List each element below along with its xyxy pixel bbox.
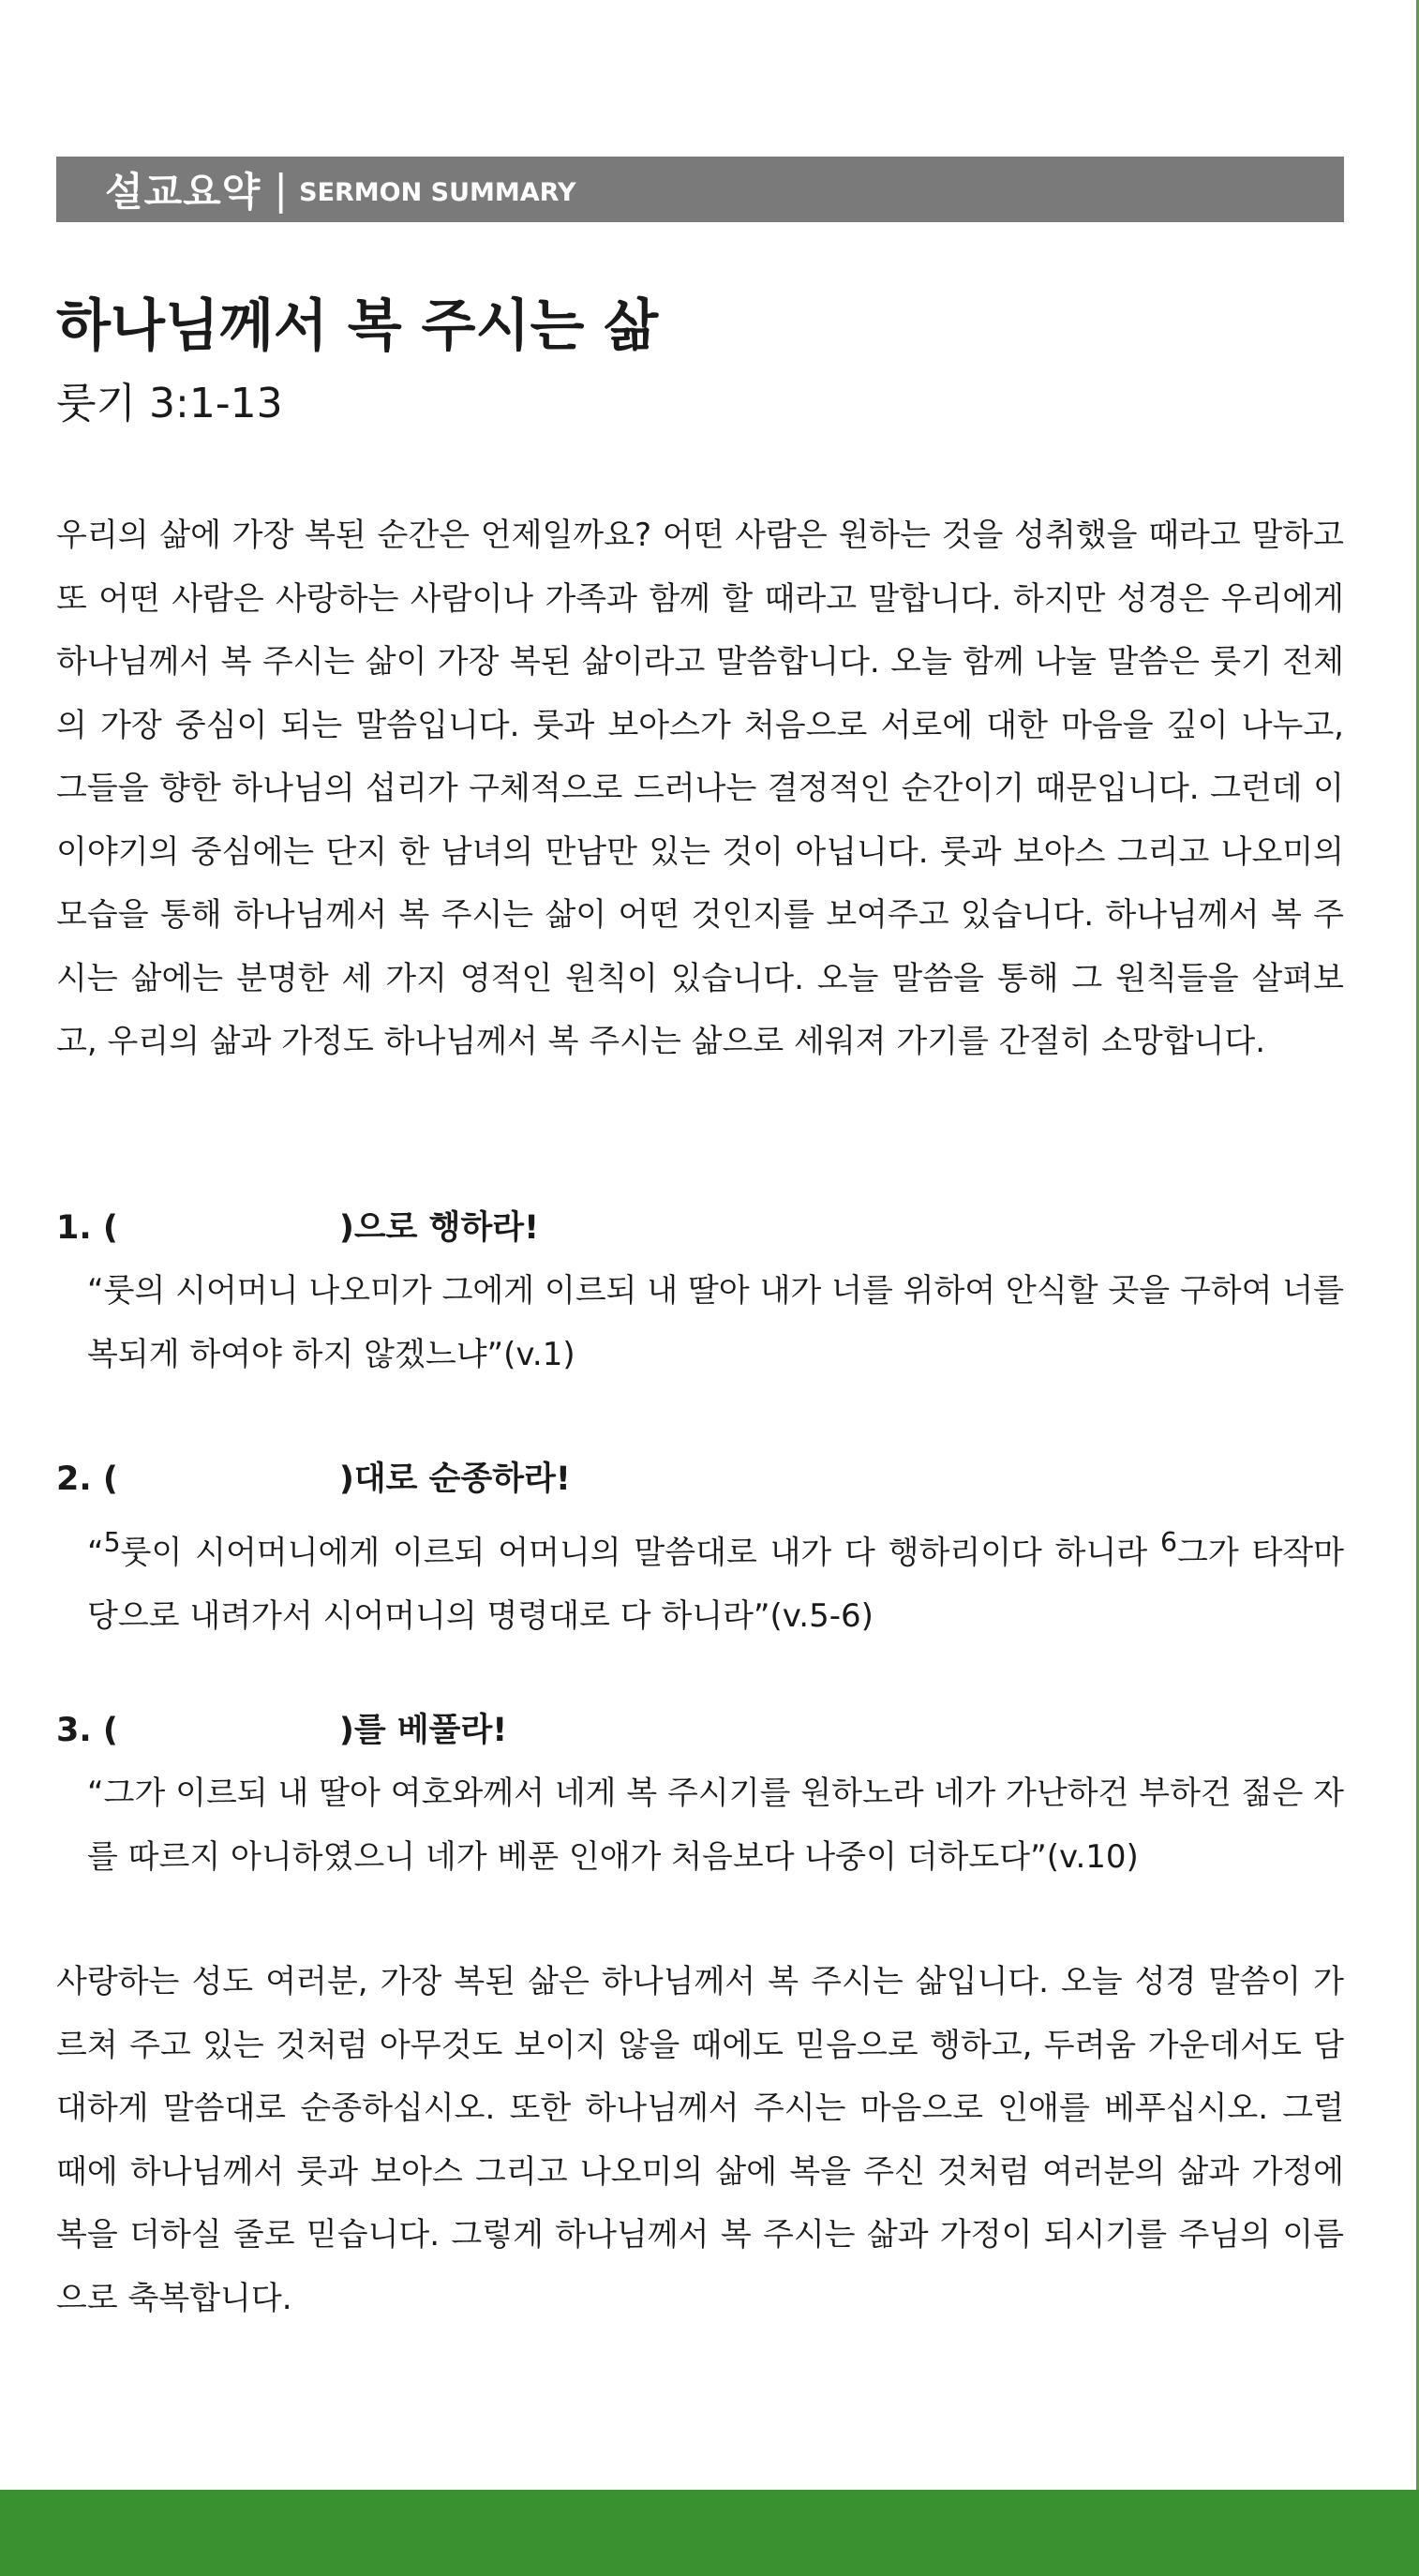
- section-header-banner: [56, 157, 1344, 222]
- verse-number: 5: [103, 1527, 121, 1558]
- point-heading-prefix: 1. (: [56, 1209, 118, 1247]
- header-separator: |: [274, 165, 289, 214]
- header-title-korean: 설교요약: [105, 169, 261, 215]
- point-verse: “그가 이르되 내 딸아 여호와께서 네게 복 주시기를 원하노라 네가 가난하건 부하건 젊은 자를 따르지 아니하였으니 네가 베푼 인애가 처음보다 나중이 더하도다”(v.10): [87, 1775, 1344, 1876]
- point-3: [56, 1702, 1344, 1889]
- point-heading: [56, 1200, 1344, 1256]
- point-verse: “룻의 시어머니 나오미가 그에게 이르되 내 딸아 내가 너를 위하여 안식할 곳을 구하여 너를 복되게 하여야 하지 않겠느냐”(v.1): [87, 1272, 1344, 1373]
- conclusion-paragraph: 사랑하는 성도 여러분, 가장 복된 삶은 하나님께서 복 주시는 삶입니다. 오늘 성경 말씀이 가르쳐 주고 있는 것처럼 아무것도 보이지 않을 때에도 믿음으로 행하고, 두려움 가운데서도 담대하게 말씀대로 순종하십시오. 또한 하나님께서 주시는 마음으로 인애를 베푸십시오. 그럴 때에 하나님께서 룻과 보아스 그리고 나오미의 삶에 복을 주신 것처럼 여러분의 삶과 가정에 복을 더하실 줄로 믿습니다. 그렇게 하나님께서 복 주시는 삶과 가정이 되시기를 주님의 이름으로 축복합니다.: [56, 1963, 1344, 2317]
- point-1: [56, 1200, 1344, 1386]
- point-heading-suffix: )으로 행하라!: [338, 1209, 540, 1247]
- verse-text: 룻이 시어머니에게 이르되 어머니의 말씀대로 내가 다 행하리이다 하니라: [120, 1534, 1160, 1572]
- header-title-english: SERMON SUMMARY: [299, 177, 576, 207]
- point-2: [56, 1451, 1344, 1648]
- point-heading-prefix: 3. (: [56, 1712, 118, 1749]
- scripture-reference: 룻기 3:1-13: [56, 380, 283, 427]
- verse-number: 6: [1159, 1527, 1177, 1558]
- footer-bar: [0, 2490, 1419, 2576]
- point-heading: [56, 1702, 1344, 1759]
- point-heading-suffix: )를 베풀라!: [338, 1712, 508, 1749]
- verse-open-quote: “: [87, 1534, 104, 1572]
- sermon-title: 하나님께서 복 주시는 삶: [56, 293, 659, 359]
- point-heading: [56, 1451, 1344, 1507]
- point-heading-suffix: )대로 순종하라!: [338, 1460, 571, 1498]
- intro-paragraph: 우리의 삶에 가장 복된 순간은 언제일까요? 어떤 사람은 원하는 것을 성취했을 때라고 말하고 또 어떤 사람은 사랑하는 사람이나 가족과 함께 할 때라고 말합니다. 하지만 성경은 우리에게 하나님께서 복 주시는 삶이 가장 복된 삶이라고 말씀합니다. 오늘 함께 나눌 말씀은 룻기 전체의 가장 중심이 되는 말씀입니다. 룻과 보아스가 처음으로 서로에 대한 마음을 깊이 나누고, 그들을 향한 하나님의 섭리가 구체적으로 드러나는 결정적인 순간이기 때문입니다. 그런데 이 이야기의 중심에는 단지 한 남녀의 만남만 있는 것이 아닙니다. 룻과 보아스 그리고 나오미의 모습을 통해 하나님께서 복 주시는 삶이 어떤 것인지를 보여주고 있습니다. 하나님께서 복 주시는 삶에는 분명한 세 가지 영적인 원칙이 있습니다. 오늘 말씀을 통해 그 원칙들을 살펴보고, 우리의 삶과 가정도 하나님께서 복 주시는 삶으로 세워져 가기를 간절히 소망합니다.: [56, 517, 1344, 1060]
- point-verse: [87, 1511, 1344, 1648]
- point-heading-prefix: 2. (: [56, 1460, 118, 1498]
- verse-text: 그가 타작마당으로 내려가서 시어머니의 명령대로 다 하니라”(v.5-6): [87, 1534, 1344, 1635]
